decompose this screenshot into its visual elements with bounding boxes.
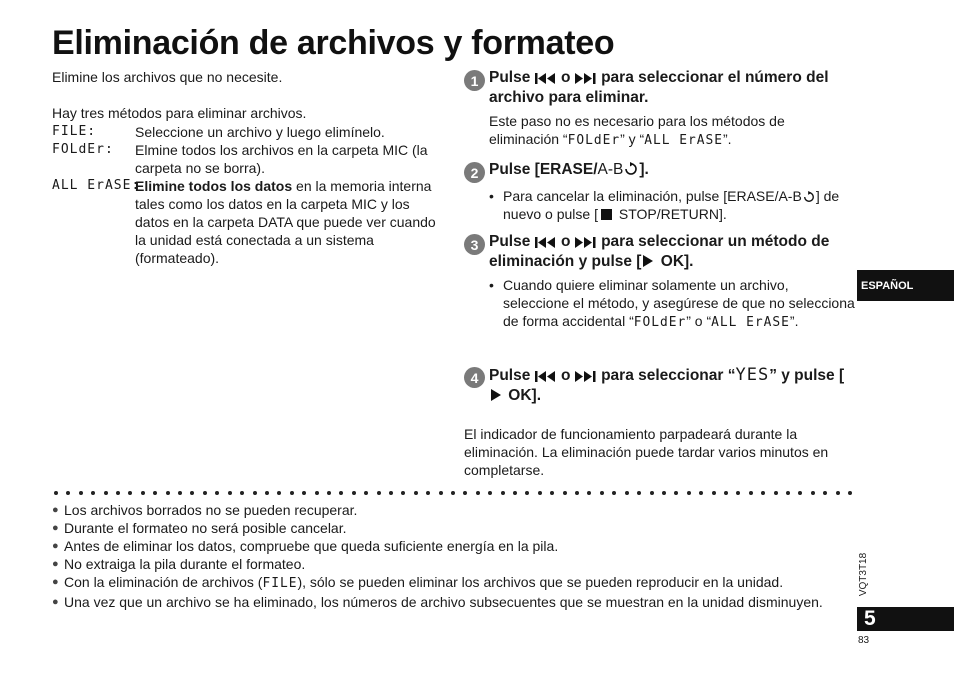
divider-dot xyxy=(724,491,728,495)
divider-dot xyxy=(848,491,852,495)
page-number-tab: 5 xyxy=(857,607,954,631)
step-text: ]. xyxy=(639,161,649,178)
bullet-text xyxy=(503,187,856,223)
divider-dot xyxy=(389,491,393,495)
divider-dot xyxy=(128,491,132,495)
play-icon xyxy=(491,389,501,401)
divider-dot xyxy=(79,491,83,495)
divider-dot xyxy=(215,491,219,495)
step-body-text: STOP/RETURN]. xyxy=(614,206,727,222)
step-text: Pulse xyxy=(489,367,535,384)
divider-dot xyxy=(240,491,244,495)
step-text: OK]. xyxy=(656,253,694,270)
divider-dot xyxy=(339,491,343,495)
divider-dot xyxy=(265,491,269,495)
divider-dot xyxy=(141,491,145,495)
bullet-dot: ● xyxy=(52,504,59,516)
step-body-text: ] de nuevo o pulse [ xyxy=(503,188,840,222)
stop-icon xyxy=(601,209,612,220)
note-text xyxy=(64,573,783,593)
ab-label: A-B xyxy=(778,188,802,204)
step-body-text: ” y “ xyxy=(620,131,645,147)
step-number: 3 xyxy=(464,234,485,255)
bullet-dot: ● xyxy=(52,540,59,552)
method-term: ALL ErASE: xyxy=(52,178,141,193)
step-title xyxy=(489,232,856,272)
intro-text: Elimine los archivos que no necesite. xyxy=(52,69,283,85)
divider-dot xyxy=(488,491,492,495)
note-item xyxy=(52,519,842,537)
method-term: FOLdEr: xyxy=(52,142,114,157)
divider-dot xyxy=(712,491,716,495)
dotted-divider xyxy=(54,487,852,499)
lcd-text: FOLdEr xyxy=(567,133,621,148)
step-4 xyxy=(464,365,856,406)
lcd-text: YES xyxy=(735,365,770,385)
divider-dot xyxy=(786,491,790,495)
method-term: FILE: xyxy=(52,124,97,139)
note-item xyxy=(52,537,842,555)
divider-dot xyxy=(550,491,554,495)
divider-dot xyxy=(253,491,257,495)
method-desc: Seleccione un archivo y luego elimínelo. xyxy=(135,124,385,140)
skip-forward-icon xyxy=(575,73,597,84)
step-text: OK]. xyxy=(504,387,542,404)
step-number: 2 xyxy=(464,162,485,183)
step-body-text: ” o “ xyxy=(686,313,712,329)
step-body xyxy=(489,187,856,223)
note-item xyxy=(52,573,842,593)
step-body-text: ”. xyxy=(789,313,799,329)
divider-dot xyxy=(104,491,108,495)
divider-dot xyxy=(377,491,381,495)
divider-dot xyxy=(513,491,517,495)
divider-dot xyxy=(228,491,232,495)
divider-dot xyxy=(575,491,579,495)
language-tab: ESPAÑOL xyxy=(857,270,954,301)
note-text-part: Con la eliminación de archivos ( xyxy=(64,574,263,590)
divider-dot xyxy=(749,491,753,495)
divider-dot xyxy=(798,491,802,495)
methods-list xyxy=(52,123,437,267)
divider-dot xyxy=(687,491,691,495)
ab-label: A-B xyxy=(597,161,624,178)
divider-dot xyxy=(327,491,331,495)
step-text: o xyxy=(556,233,575,250)
divider-dot xyxy=(153,491,157,495)
bullet-dot: • xyxy=(489,188,494,204)
divider-dot xyxy=(315,491,319,495)
divider-dot xyxy=(426,491,430,495)
divider-dot xyxy=(674,491,678,495)
step-body-text: Este paso no es necesario para los métodos de eliminación “ xyxy=(489,113,785,147)
step-body xyxy=(489,276,856,332)
step-number: 1 xyxy=(464,70,485,91)
bullet-dot: ● xyxy=(52,576,59,588)
divider-dot xyxy=(587,491,591,495)
divider-dot xyxy=(476,491,480,495)
page-number-small: 83 xyxy=(858,635,870,646)
lcd-text: ALL ErASE xyxy=(644,133,723,148)
lcd-text: FOLdEr xyxy=(633,315,687,330)
method-desc-rest: en la memoria interna tales como los datos en la carpeta MIC y los datos en la carpeta DATA que puede ver cuando la unidad está conectada a un sistema (formateado). xyxy=(135,178,436,266)
notes-list xyxy=(52,501,842,611)
step-2 xyxy=(464,160,856,223)
method-desc xyxy=(135,177,437,267)
repeat-icon xyxy=(802,191,816,203)
note-text: No extraiga la pila durante el formateo. xyxy=(64,556,306,572)
note-text: Durante el formateo no será posible cancelar. xyxy=(64,520,347,536)
indicator-note: El indicador de funcionamiento parpadeará durante la eliminación. La eliminación puede tardar varios minutos en completarse. xyxy=(464,426,829,478)
note-text: Una vez que un archivo se ha eliminado, los números de archivo subsecuentes que se muestran en la unidad disminuyen. xyxy=(64,594,823,610)
divider-dot xyxy=(538,491,542,495)
divider-dot xyxy=(823,491,827,495)
divider-dot xyxy=(761,491,765,495)
step-title xyxy=(489,68,856,108)
bullet-text xyxy=(503,276,856,332)
step-text: o xyxy=(556,367,575,384)
play-icon xyxy=(643,255,653,267)
divider-dot xyxy=(414,491,418,495)
divider-dot xyxy=(116,491,120,495)
divider-dot xyxy=(699,491,703,495)
divider-dot xyxy=(190,491,194,495)
divider-dot xyxy=(178,491,182,495)
divider-dot xyxy=(54,491,58,495)
step-body xyxy=(489,112,856,150)
note-text: Los archivos borrados no se pueden recuperar. xyxy=(64,502,358,518)
divider-dot xyxy=(463,491,467,495)
method-desc-bold: Elimine todos los datos xyxy=(135,178,293,194)
step-text: Pulse xyxy=(489,233,535,250)
method-all-erase xyxy=(52,177,437,267)
note-item xyxy=(52,501,842,519)
model-code xyxy=(852,552,876,602)
divider-dot xyxy=(736,491,740,495)
divider-dot xyxy=(66,491,70,495)
methods-intro: Hay tres métodos para eliminar archivos. xyxy=(52,105,307,121)
divider-dot xyxy=(166,491,170,495)
step-text: Pulse [ERASE/ xyxy=(489,161,598,178)
divider-dot xyxy=(650,491,654,495)
divider-dot xyxy=(352,491,356,495)
step-body-text: ”. xyxy=(722,131,732,147)
divider-dot xyxy=(302,491,306,495)
divider-dot xyxy=(836,491,840,495)
step-text: Pulse xyxy=(489,69,535,86)
divider-dot xyxy=(637,491,641,495)
divider-dot xyxy=(401,491,405,495)
method-file xyxy=(52,123,437,141)
skip-back-icon xyxy=(535,73,557,84)
divider-dot xyxy=(277,491,281,495)
divider-dot xyxy=(662,491,666,495)
step-text: para seleccionar el número del archivo para eliminar. xyxy=(489,69,829,106)
skip-back-icon xyxy=(535,237,557,248)
method-folder xyxy=(52,141,437,177)
step-text: para seleccionar “ xyxy=(596,367,736,384)
note-item xyxy=(52,593,842,611)
divider-dot xyxy=(290,491,294,495)
divider-dot xyxy=(91,491,95,495)
divider-dot xyxy=(451,491,455,495)
bullet-dot: ● xyxy=(52,596,59,608)
note-item xyxy=(52,555,842,573)
skip-back-icon xyxy=(535,371,557,382)
divider-dot xyxy=(525,491,529,495)
step-text: ” y pulse [ xyxy=(769,367,845,384)
step-text: para seleccionar un método de eliminación y pulse [ xyxy=(489,233,830,270)
step-number: 4 xyxy=(464,367,485,388)
bullet-dot: ● xyxy=(52,558,59,570)
divider-dot xyxy=(811,491,815,495)
divider-dot xyxy=(563,491,567,495)
skip-forward-icon xyxy=(575,371,597,382)
divider-dot xyxy=(364,491,368,495)
step-title xyxy=(489,160,649,180)
bullet-dot: ● xyxy=(52,522,59,534)
step-text: o xyxy=(556,69,575,86)
lcd-text: FILE xyxy=(262,576,298,591)
step-3 xyxy=(464,232,856,332)
note-text-part: ), sólo se pueden eliminar los archivos que se pueden reproducir en la unidad. xyxy=(297,574,784,590)
method-desc: Elmine todos los archivos en la carpeta MIC (la carpeta no se borra). xyxy=(135,142,428,176)
divider-dot xyxy=(625,491,629,495)
model-code-text: VQT3T18 xyxy=(858,552,870,597)
divider-dot xyxy=(774,491,778,495)
repeat-icon xyxy=(623,162,639,176)
bullet-dot: • xyxy=(489,277,494,293)
divider-dot xyxy=(439,491,443,495)
step-body-text: Cuando quiere eliminar solamente un archivo, seleccione el método, y asegúrese de que no selecciona de forma accidental “ xyxy=(503,277,855,329)
page-title: Eliminación de archivos y formateo xyxy=(52,24,615,62)
skip-forward-icon xyxy=(575,237,597,248)
divider-dot xyxy=(203,491,207,495)
divider-dot xyxy=(501,491,505,495)
step-body-text: Para cancelar la eliminación, pulse [ERASE/ xyxy=(503,188,779,204)
note-text: Antes de eliminar los datos, compruebe que queda suficiente energía en la pila. xyxy=(64,538,559,554)
divider-dot xyxy=(612,491,616,495)
lcd-text: ALL ErASE xyxy=(711,315,790,330)
step-1 xyxy=(464,68,856,150)
step-title xyxy=(489,365,856,406)
divider-dot xyxy=(600,491,604,495)
